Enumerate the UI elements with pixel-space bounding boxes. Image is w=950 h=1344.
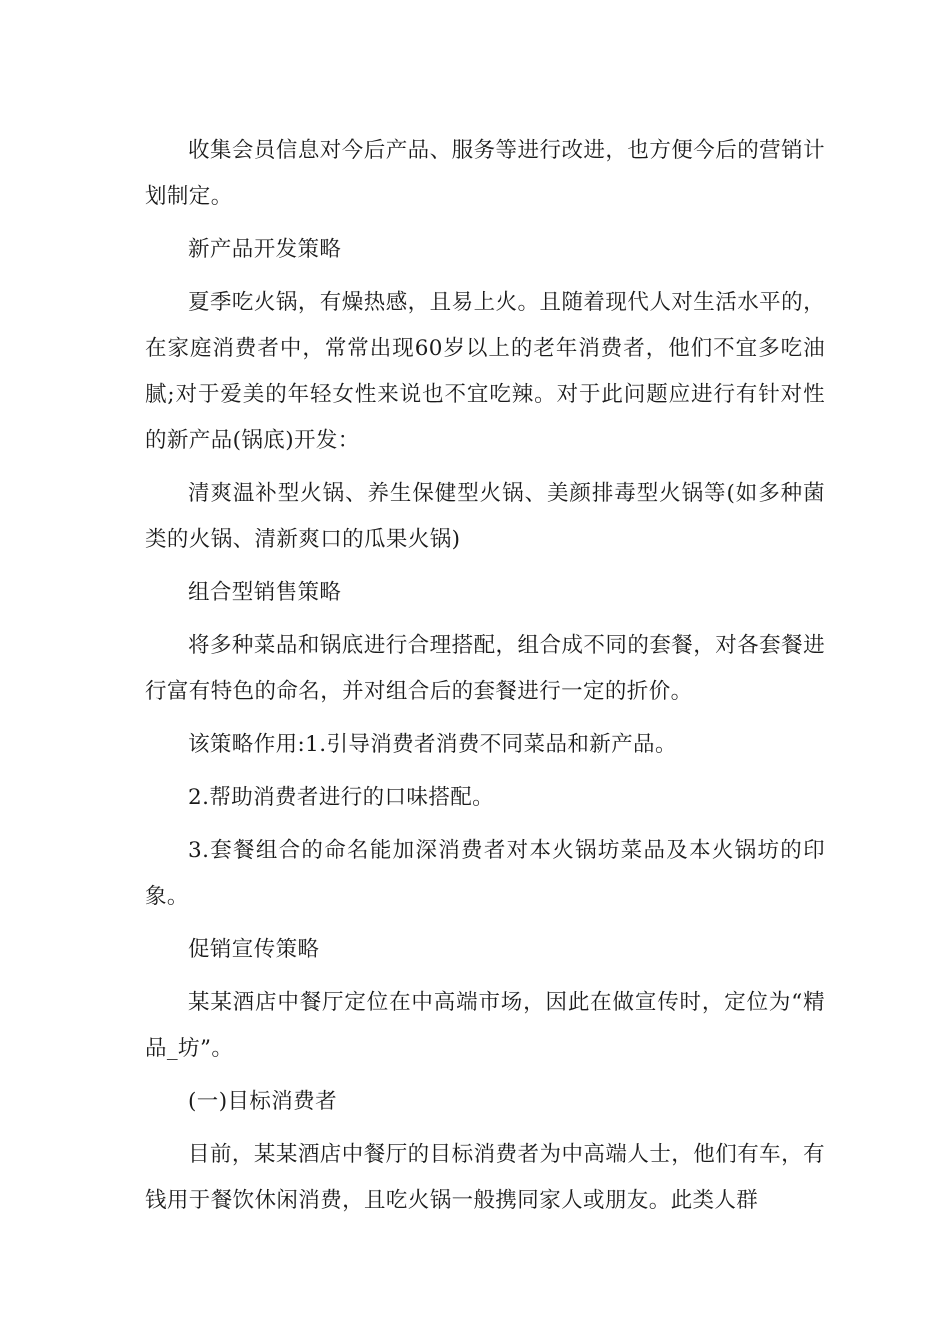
heading-promotion-strategy: 促销宣传策略	[188, 937, 320, 962]
paragraph-strategy-effect-1: 该策略作用:1.引导消费者消费不同菜品和新产品。	[188, 732, 677, 757]
paragraph-target-consumers: 目前，某某酒店中餐厅的目标消费者为中高端人士，他们有车，有钱用于餐饮休闲消费，且吃火锅一般携同家人或朋友。此类人群	[145, 1142, 825, 1213]
document-body	[145, 128, 825, 1231]
paragraph-positioning: 某某酒店中餐厅定位在中高端市场，因此在做宣传时，定位为“精品_坊”。	[145, 990, 825, 1061]
paragraph-hotpot-types: 清爽温补型火锅、养生保健型火锅、美颜排毒型火锅等(如多种菌类的火锅、清新爽口的瓜果火锅)	[145, 481, 825, 552]
heading-new-product-strategy: 新产品开发策略	[188, 237, 342, 262]
paragraph-member-info: 收集会员信息对今后产品、服务等进行改进，也方便今后的营销计划制定。	[145, 138, 825, 209]
heading-combo-sales-strategy: 组合型销售策略	[188, 580, 342, 605]
paragraph-summer-hotpot: 夏季吃火锅，有燥热感，且易上火。且随着现代人对生活水平的，在家庭消费者中，常常出现60岁以上的老年消费者，他们不宜多吃油腻;对于爱美的年轻女性来说也不宜吃辣。对于此问题应进行有针对性的新产品(锅底)开发：	[145, 290, 825, 453]
paragraph-strategy-effect-3: 3.套餐组合的命名能加深消费者对本火锅坊菜品及本火锅坊的印象。	[145, 838, 825, 909]
paragraph-combo-packages: 将多种菜品和锅底进行合理搭配，组合成不同的套餐，对各套餐进行富有特色的命名，并对组合后的套餐进行一定的折价。	[145, 633, 825, 704]
paragraph-strategy-effect-2: 2.帮助消费者进行的口味搭配。	[188, 785, 495, 810]
heading-target-consumers: (一)目标消费者	[188, 1089, 337, 1114]
